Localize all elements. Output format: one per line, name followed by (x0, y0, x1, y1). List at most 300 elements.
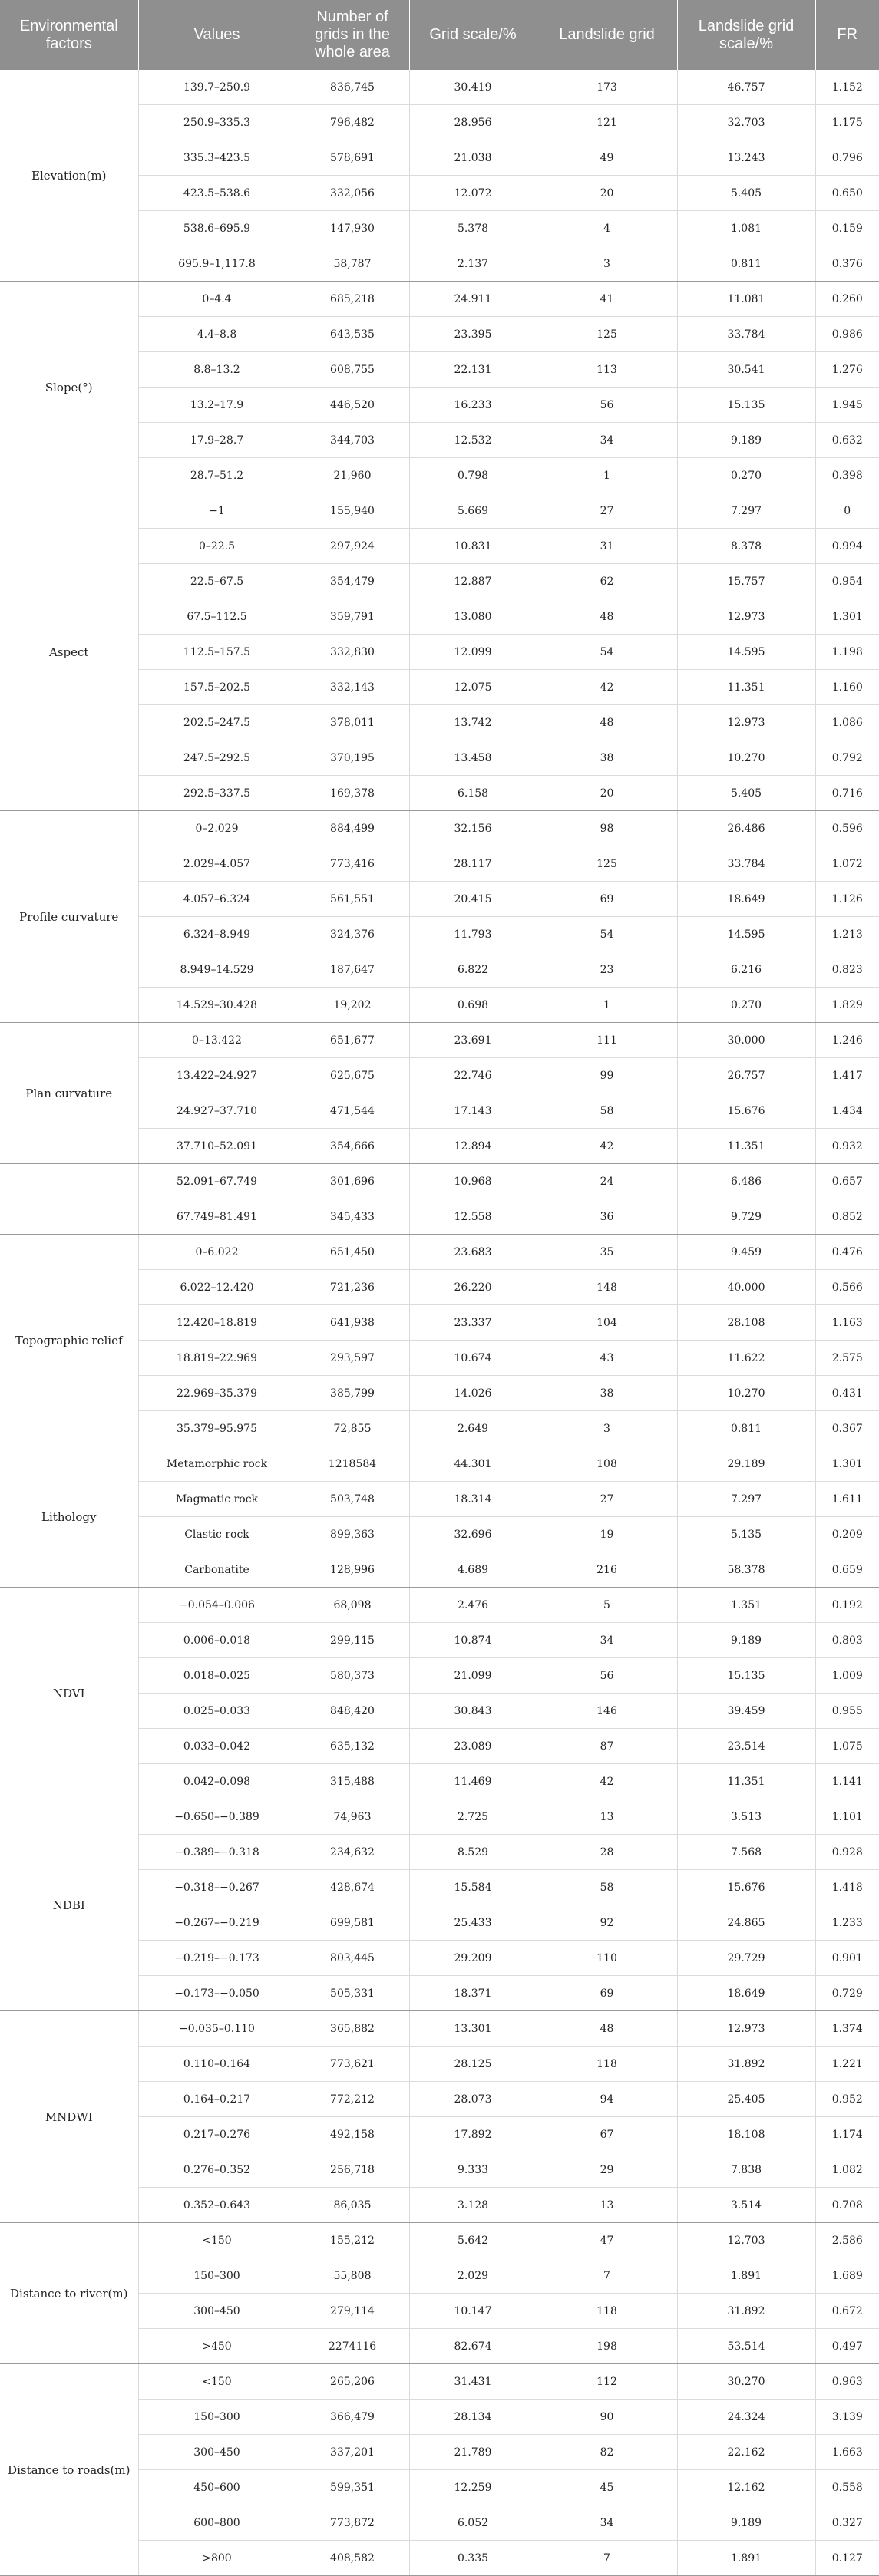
grid-count-cell: 635,132 (296, 1729, 409, 1764)
landslide-scale-cell: 15.757 (677, 564, 815, 599)
factor-cell: Lithology (0, 1446, 138, 1588)
landslide-grid-cell: 56 (537, 1658, 677, 1694)
grid-scale-cell: 23.683 (409, 1235, 537, 1270)
landslide-grid-cell: 43 (537, 1341, 677, 1376)
landslide-scale-cell: 22.162 (677, 2435, 815, 2470)
value-cell: 2.029–4.057 (138, 846, 296, 882)
landslide-scale-cell: 0.811 (677, 1411, 815, 1446)
grid-scale-cell: 25.433 (409, 1905, 537, 1941)
landslide-grid-cell: 47 (537, 2223, 677, 2258)
fr-cell: 0.192 (815, 1588, 879, 1623)
landslide-scale-cell: 39.459 (677, 1694, 815, 1729)
header-number-of-grids: Number of grids in the whole area (296, 0, 409, 70)
fr-cell: 0.431 (815, 1376, 879, 1411)
grid-scale-cell: 28.073 (409, 2082, 537, 2117)
grid-count-cell: 803,445 (296, 1941, 409, 1976)
grid-count-cell: 608,755 (296, 352, 409, 388)
landslide-grid-cell: 113 (537, 352, 677, 388)
header-grid-scale: Grid scale/% (409, 0, 537, 70)
grid-scale-cell: 4.689 (409, 1552, 537, 1588)
landslide-grid-cell: 110 (537, 1941, 677, 1976)
landslide-grid-cell: 1 (537, 458, 677, 493)
table-row (0, 282, 879, 317)
table-header-row (0, 0, 879, 70)
grid-count-cell: 884,499 (296, 811, 409, 846)
landslide-grid-cell: 125 (537, 317, 677, 352)
fr-cell: 0.367 (815, 1411, 879, 1446)
landslide-grid-cell: 111 (537, 1023, 677, 1058)
fr-cell: 0.672 (815, 2294, 879, 2329)
grid-count-cell: 147,930 (296, 211, 409, 246)
landslide-scale-cell: 15.676 (677, 1093, 815, 1129)
grid-count-cell: 651,450 (296, 1235, 409, 1270)
landslide-scale-cell: 15.135 (677, 388, 815, 423)
grid-count-cell: 651,677 (296, 1023, 409, 1058)
fr-cell: 1.417 (815, 1058, 879, 1093)
grid-count-cell: 446,520 (296, 388, 409, 423)
value-cell: 600–800 (138, 2505, 296, 2541)
landslide-grid-cell: 62 (537, 564, 677, 599)
fr-cell: 0.955 (815, 1694, 879, 1729)
grid-count-cell: 68,098 (296, 1588, 409, 1623)
landslide-scale-cell: 32.703 (677, 105, 815, 140)
grid-scale-cell: 20.415 (409, 882, 537, 917)
landslide-scale-cell: 5.405 (677, 776, 815, 811)
grid-count-cell: 293,597 (296, 1341, 409, 1376)
grid-count-cell: 796,482 (296, 105, 409, 140)
grid-scale-cell: 22.131 (409, 352, 537, 388)
fr-cell: 1.301 (815, 599, 879, 635)
value-cell: 22.5–67.5 (138, 564, 296, 599)
header-landslide-grid: Landslide grid (537, 0, 677, 70)
landslide-scale-cell: 9.459 (677, 1235, 815, 1270)
landslide-scale-cell: 3.513 (677, 1799, 815, 1835)
landslide-scale-cell: 46.757 (677, 70, 815, 105)
factor-cell: Profile curvature (0, 811, 138, 1023)
grid-count-cell: 279,114 (296, 2294, 409, 2329)
landslide-grid-cell: 118 (537, 2294, 677, 2329)
grid-count-cell: 337,201 (296, 2435, 409, 2470)
landslide-scale-cell: 29.729 (677, 1941, 815, 1976)
grid-count-cell: 234,632 (296, 1835, 409, 1870)
grid-count-cell: 72,855 (296, 1411, 409, 1446)
landslide-grid-cell: 34 (537, 2505, 677, 2541)
landslide-grid-cell: 24 (537, 1164, 677, 1199)
value-cell: 4.4–8.8 (138, 317, 296, 352)
fr-cell: 0.566 (815, 1270, 879, 1305)
landslide-scale-cell: 12.973 (677, 599, 815, 635)
value-cell: 695.9–1,117.8 (138, 246, 296, 282)
grid-count-cell: 256,718 (296, 2152, 409, 2188)
landslide-grid-cell: 34 (537, 423, 677, 458)
grid-scale-cell: 13.301 (409, 2011, 537, 2047)
fr-cell: 1.126 (815, 882, 879, 917)
landslide-grid-cell: 48 (537, 599, 677, 635)
landslide-scale-cell: 9.189 (677, 1623, 815, 1658)
landslide-scale-cell: 25.405 (677, 2082, 815, 2117)
landslide-scale-cell: 26.486 (677, 811, 815, 846)
value-cell: 300–450 (138, 2294, 296, 2329)
value-cell: 24.927–37.710 (138, 1093, 296, 1129)
landslide-scale-cell: 18.108 (677, 2117, 815, 2152)
grid-count-cell: 428,674 (296, 1870, 409, 1905)
landslide-scale-cell: 7.297 (677, 493, 815, 529)
grid-scale-cell: 44.301 (409, 1446, 537, 1482)
fr-cell: 0.558 (815, 2470, 879, 2505)
value-cell: 0–6.022 (138, 1235, 296, 1270)
fr-cell: 1.213 (815, 917, 879, 952)
table-row (0, 1164, 879, 1199)
grid-count-cell: 492,158 (296, 2117, 409, 2152)
fr-cell: 0.803 (815, 1623, 879, 1658)
fr-cell: 0.932 (815, 1129, 879, 1164)
fr-cell: 0.823 (815, 952, 879, 988)
grid-scale-cell: 12.532 (409, 423, 537, 458)
grid-count-cell: 366,479 (296, 2400, 409, 2435)
grid-scale-cell: 21.789 (409, 2435, 537, 2470)
value-cell: Carbonatite (138, 1552, 296, 1588)
grid-count-cell: 299,115 (296, 1623, 409, 1658)
grid-scale-cell: 26.220 (409, 1270, 537, 1305)
fr-cell: 1.082 (815, 2152, 879, 2188)
landslide-grid-cell: 4 (537, 211, 677, 246)
landslide-scale-cell: 9.189 (677, 423, 815, 458)
fr-cell: 0.127 (815, 2541, 879, 2576)
grid-scale-cell: 9.333 (409, 2152, 537, 2188)
value-cell: 150–300 (138, 2258, 296, 2294)
landslide-scale-cell: 11.351 (677, 1129, 815, 1164)
value-cell: 12.420–18.819 (138, 1305, 296, 1341)
grid-scale-cell: 13.080 (409, 599, 537, 635)
value-cell: −0.173–−0.050 (138, 1976, 296, 2011)
landslide-scale-cell: 29.189 (677, 1446, 815, 1482)
fr-cell: 1.689 (815, 2258, 879, 2294)
grid-scale-cell: 2.476 (409, 1588, 537, 1623)
grid-scale-cell: 12.072 (409, 176, 537, 211)
landslide-scale-cell: 30.541 (677, 352, 815, 388)
landslide-grid-cell: 35 (537, 1235, 677, 1270)
landslide-scale-cell: 7.568 (677, 1835, 815, 1870)
grid-scale-cell: 2.649 (409, 1411, 537, 1446)
fr-cell: 1.009 (815, 1658, 879, 1694)
value-cell: 0.042–0.098 (138, 1764, 296, 1799)
landslide-scale-cell: 31.892 (677, 2294, 815, 2329)
value-cell: 250.9–335.3 (138, 105, 296, 140)
landslide-scale-cell: 14.595 (677, 635, 815, 670)
grid-count-cell: 721,236 (296, 1270, 409, 1305)
grid-scale-cell: 10.831 (409, 529, 537, 564)
grid-count-cell: 505,331 (296, 1976, 409, 2011)
fr-cell: 0.659 (815, 1552, 879, 1588)
fr-cell: 0.209 (815, 1517, 879, 1552)
grid-scale-cell: 13.458 (409, 740, 537, 776)
grid-scale-cell: 22.746 (409, 1058, 537, 1093)
grid-scale-cell: 6.052 (409, 2505, 537, 2541)
grid-count-cell: 580,373 (296, 1658, 409, 1694)
grid-count-cell: 265,206 (296, 2364, 409, 2400)
header-environmental-factors: Environmental factors (0, 0, 138, 70)
grid-count-cell: 359,791 (296, 599, 409, 635)
landslide-grid-cell: 69 (537, 1976, 677, 2011)
grid-scale-cell: 21.038 (409, 140, 537, 176)
fr-cell: 1.829 (815, 988, 879, 1023)
value-cell: 52.091–67.749 (138, 1164, 296, 1199)
landslide-grid-cell: 54 (537, 635, 677, 670)
grid-count-cell: 773,416 (296, 846, 409, 882)
value-cell: Metamorphic rock (138, 1446, 296, 1482)
grid-scale-cell: 24.911 (409, 282, 537, 317)
fr-cell: 3.139 (815, 2400, 879, 2435)
table-row (0, 2011, 879, 2047)
grid-count-cell: 848,420 (296, 1694, 409, 1729)
grid-count-cell: 599,351 (296, 2470, 409, 2505)
landslide-grid-cell: 13 (537, 1799, 677, 1835)
fr-cell: 2.575 (815, 1341, 879, 1376)
grid-count-cell: 354,479 (296, 564, 409, 599)
landslide-scale-cell: 18.649 (677, 882, 815, 917)
value-cell: 0.006–0.018 (138, 1623, 296, 1658)
table-row (0, 493, 879, 529)
grid-scale-cell: 0.798 (409, 458, 537, 493)
landslide-grid-cell: 42 (537, 1764, 677, 1799)
landslide-grid-cell: 94 (537, 2082, 677, 2117)
grid-count-cell: 55,808 (296, 2258, 409, 2294)
landslide-grid-cell: 41 (537, 282, 677, 317)
table-row (0, 70, 879, 105)
grid-scale-cell: 6.158 (409, 776, 537, 811)
value-cell: 150–300 (138, 2400, 296, 2435)
landslide-scale-cell: 28.108 (677, 1305, 815, 1341)
grid-count-cell: 128,996 (296, 1552, 409, 1588)
fr-cell: 0.952 (815, 2082, 879, 2117)
landslide-grid-cell: 3 (537, 246, 677, 282)
value-cell: 4.057–6.324 (138, 882, 296, 917)
factor-cell: Aspect (0, 493, 138, 811)
landslide-scale-cell: 3.514 (677, 2188, 815, 2223)
grid-count-cell: 685,218 (296, 282, 409, 317)
factor-cell: MNDWI (0, 2011, 138, 2223)
grid-count-cell: 385,799 (296, 1376, 409, 1411)
grid-scale-cell: 11.469 (409, 1764, 537, 1799)
grid-count-cell: 625,675 (296, 1058, 409, 1093)
grid-scale-cell: 30.419 (409, 70, 537, 105)
value-cell: <150 (138, 2223, 296, 2258)
value-cell: 157.5–202.5 (138, 670, 296, 705)
landslide-scale-cell: 1.351 (677, 1588, 815, 1623)
grid-scale-cell: 2.029 (409, 2258, 537, 2294)
landslide-scale-cell: 11.351 (677, 1764, 815, 1799)
value-cell: >450 (138, 2329, 296, 2364)
value-cell: 0.276–0.352 (138, 2152, 296, 2188)
table-row (0, 811, 879, 846)
factor-cell (0, 1164, 138, 1235)
landslide-scale-cell: 14.595 (677, 917, 815, 952)
landslide-grid-cell: 198 (537, 2329, 677, 2364)
value-cell: 0.217–0.276 (138, 2117, 296, 2152)
fr-cell: 0.963 (815, 2364, 879, 2400)
value-cell: −0.054–0.006 (138, 1588, 296, 1623)
landslide-grid-cell: 90 (537, 2400, 677, 2435)
grid-scale-cell: 18.314 (409, 1482, 537, 1517)
grid-count-cell: 297,924 (296, 529, 409, 564)
landslide-grid-cell: 5 (537, 1588, 677, 1623)
landslide-scale-cell: 18.649 (677, 1976, 815, 2011)
grid-count-cell: 1218584 (296, 1446, 409, 1482)
grid-count-cell: 408,582 (296, 2541, 409, 2576)
landslide-grid-cell: 87 (537, 1729, 677, 1764)
value-cell: 538.6–695.9 (138, 211, 296, 246)
fr-cell: 0.954 (815, 564, 879, 599)
grid-scale-cell: 10.147 (409, 2294, 537, 2329)
landslide-grid-cell: 27 (537, 493, 677, 529)
fr-cell: 0.994 (815, 529, 879, 564)
value-cell: 14.529–30.428 (138, 988, 296, 1023)
table-row (0, 1799, 879, 1835)
value-cell: Magmatic rock (138, 1482, 296, 1517)
landslide-grid-cell: 99 (537, 1058, 677, 1093)
grid-count-cell: 155,940 (296, 493, 409, 529)
fr-cell: 1.418 (815, 1870, 879, 1905)
landslide-grid-cell: 20 (537, 176, 677, 211)
grid-scale-cell: 32.156 (409, 811, 537, 846)
grid-scale-cell: 12.259 (409, 2470, 537, 2505)
landslide-scale-cell: 1.081 (677, 211, 815, 246)
fr-cell: 1.086 (815, 705, 879, 740)
grid-scale-cell: 2.725 (409, 1799, 537, 1835)
landslide-scale-cell: 5.135 (677, 1517, 815, 1552)
grid-count-cell: 699,581 (296, 1905, 409, 1941)
value-cell: 0–2.029 (138, 811, 296, 846)
grid-scale-cell: 13.742 (409, 705, 537, 740)
value-cell: 35.379–95.975 (138, 1411, 296, 1446)
fr-cell: 0.632 (815, 423, 879, 458)
landslide-grid-cell: 49 (537, 140, 677, 176)
grid-scale-cell: 31.431 (409, 2364, 537, 2400)
value-cell: 0–4.4 (138, 282, 296, 317)
value-cell: 13.2–17.9 (138, 388, 296, 423)
value-cell: >800 (138, 2541, 296, 2576)
landslide-scale-cell: 15.135 (677, 1658, 815, 1694)
grid-count-cell: 772,212 (296, 2082, 409, 2117)
fr-cell: 1.141 (815, 1764, 879, 1799)
landslide-scale-cell: 12.703 (677, 2223, 815, 2258)
value-cell: 0–13.422 (138, 1023, 296, 1058)
grid-count-cell: 21,960 (296, 458, 409, 493)
factor-cell: Elevation(m) (0, 70, 138, 282)
value-cell: −0.219–−0.173 (138, 1941, 296, 1976)
value-cell: 247.5–292.5 (138, 740, 296, 776)
grid-count-cell: 354,666 (296, 1129, 409, 1164)
grid-scale-cell: 0.335 (409, 2541, 537, 2576)
factor-cell: NDVI (0, 1588, 138, 1799)
value-cell: 22.969–35.379 (138, 1376, 296, 1411)
fr-cell: 0.650 (815, 176, 879, 211)
value-cell: 13.422–24.927 (138, 1058, 296, 1093)
grid-scale-cell: 30.843 (409, 1694, 537, 1729)
grid-scale-cell: 32.696 (409, 1517, 537, 1552)
fr-cell: 1.072 (815, 846, 879, 882)
table-row (0, 1023, 879, 1058)
grid-count-cell: 155,212 (296, 2223, 409, 2258)
grid-count-cell: 378,011 (296, 705, 409, 740)
landslide-grid-cell: 112 (537, 2364, 677, 2400)
landslide-scale-cell: 9.189 (677, 2505, 815, 2541)
landslide-scale-cell: 6.486 (677, 1164, 815, 1199)
table-row (0, 2364, 879, 2400)
grid-count-cell: 344,703 (296, 423, 409, 458)
landslide-grid-cell: 118 (537, 2047, 677, 2082)
grid-scale-cell: 5.669 (409, 493, 537, 529)
landslide-scale-cell: 5.405 (677, 176, 815, 211)
landslide-grid-cell: 7 (537, 2258, 677, 2294)
landslide-scale-cell: 10.270 (677, 1376, 815, 1411)
value-cell: 0.110–0.164 (138, 2047, 296, 2082)
fr-cell: 0.901 (815, 1941, 879, 1976)
fr-cell: 1.233 (815, 1905, 879, 1941)
landslide-scale-cell: 0.270 (677, 458, 815, 493)
grid-count-cell: 332,056 (296, 176, 409, 211)
landslide-scale-cell: 6.216 (677, 952, 815, 988)
landslide-grid-cell: 48 (537, 705, 677, 740)
factor-cell: Topographic relief (0, 1235, 138, 1446)
value-cell: 300–450 (138, 2435, 296, 2470)
landslide-scale-cell: 23.514 (677, 1729, 815, 1764)
landslide-scale-cell: 1.891 (677, 2541, 815, 2576)
grid-count-cell: 301,696 (296, 1164, 409, 1199)
landslide-grid-cell: 42 (537, 1129, 677, 1164)
table-row (0, 2223, 879, 2258)
grid-scale-cell: 82.674 (409, 2329, 537, 2364)
grid-scale-cell: 14.026 (409, 1376, 537, 1411)
grid-count-cell: 169,378 (296, 776, 409, 811)
fr-cell: 0.716 (815, 776, 879, 811)
grid-scale-cell: 6.822 (409, 952, 537, 988)
fr-cell: 1.101 (815, 1799, 879, 1835)
landslide-grid-cell: 3 (537, 1411, 677, 1446)
grid-count-cell: 471,544 (296, 1093, 409, 1129)
value-cell: 0.033–0.042 (138, 1729, 296, 1764)
value-cell: 17.9–28.7 (138, 423, 296, 458)
landslide-grid-cell: 28 (537, 1835, 677, 1870)
landslide-scale-cell: 58.378 (677, 1552, 815, 1588)
table-row (0, 1588, 879, 1623)
grid-count-cell: 315,488 (296, 1764, 409, 1799)
header-landslide-grid-scale: Landslide grid scale/% (677, 0, 815, 70)
grid-scale-cell: 5.378 (409, 211, 537, 246)
landslide-scale-cell: 30.270 (677, 2364, 815, 2400)
landslide-grid-cell: 69 (537, 882, 677, 917)
grid-scale-cell: 10.968 (409, 1164, 537, 1199)
landslide-scale-cell: 1.891 (677, 2258, 815, 2294)
landslide-grid-cell: 13 (537, 2188, 677, 2223)
landslide-scale-cell: 12.162 (677, 2470, 815, 2505)
landslide-grid-cell: 216 (537, 1552, 677, 1588)
factor-cell: Slope(°) (0, 282, 138, 493)
fr-cell: 0.497 (815, 2329, 879, 2364)
value-cell: −0.318–−0.267 (138, 1870, 296, 1905)
grid-scale-cell: 15.584 (409, 1870, 537, 1905)
fr-cell: 1.434 (815, 1093, 879, 1129)
landslide-grid-cell: 23 (537, 952, 677, 988)
grid-scale-cell: 3.128 (409, 2188, 537, 2223)
landslide-grid-cell: 31 (537, 529, 677, 564)
fr-cell: 0.792 (815, 740, 879, 776)
landslide-scale-cell: 53.514 (677, 2329, 815, 2364)
landslide-grid-cell: 121 (537, 105, 677, 140)
grid-scale-cell: 12.099 (409, 635, 537, 670)
grid-count-cell: 187,647 (296, 952, 409, 988)
landslide-grid-cell: 7 (537, 2541, 677, 2576)
